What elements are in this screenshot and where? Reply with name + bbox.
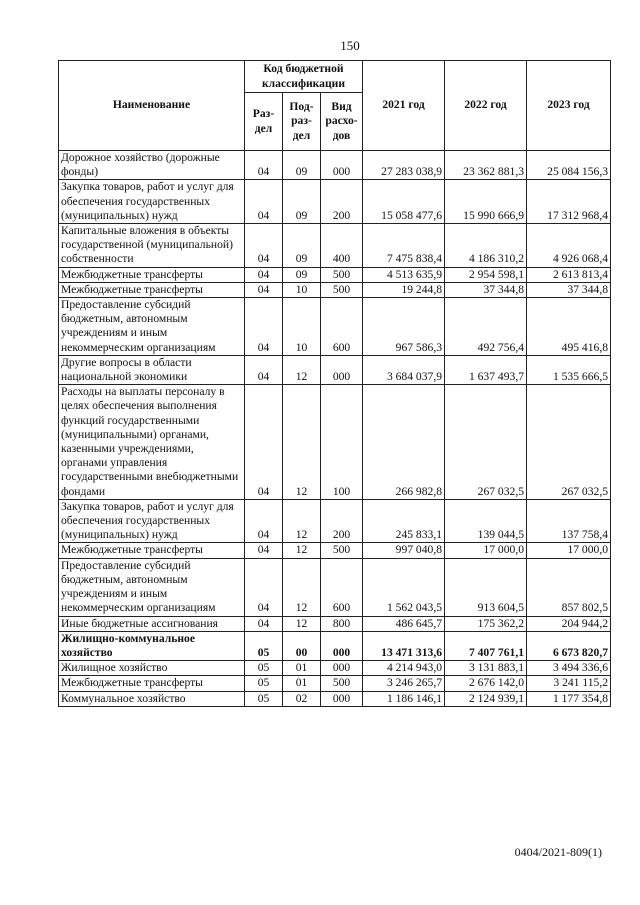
row-vid: 000	[321, 661, 363, 676]
table-row	[59, 224, 611, 268]
row-amount-2021: 486 645,7	[363, 616, 445, 631]
row-name: Межбюджетные трансферты	[59, 282, 245, 297]
row-name: Жилищное хозяйство	[59, 661, 245, 676]
page-number: 150	[340, 38, 360, 53]
table-row	[59, 691, 611, 706]
row-razdel: 04	[245, 543, 283, 558]
row-vid: 200	[321, 180, 363, 224]
row-amount-2022: 7 407 761,1	[445, 631, 527, 660]
row-podrazdel: 09	[283, 267, 321, 282]
header-podrazdel: Под- раз- дел	[283, 93, 321, 151]
header-2021: 2021 год	[363, 61, 445, 151]
row-razdel: 05	[245, 691, 283, 706]
row-amount-2022: 1 637 493,7	[445, 355, 527, 384]
document-code: 0404/2021-809(1)	[514, 845, 602, 859]
row-podrazdel: 09	[283, 151, 321, 180]
row-amount-2022: 2 124 939,1	[445, 691, 527, 706]
row-name: Предоставление субсидий бюджетным, автономным учреждениям и иным некоммерческим организациям	[59, 558, 245, 616]
row-amount-2021: 1 562 043,5	[363, 558, 445, 616]
row-podrazdel: 02	[283, 691, 321, 706]
row-amount-2021: 266 982,8	[363, 385, 445, 500]
row-podrazdel: 00	[283, 631, 321, 660]
row-razdel: 05	[245, 676, 283, 691]
row-vid: 000	[321, 691, 363, 706]
row-vid: 500	[321, 267, 363, 282]
row-name: Иные бюджетные ассигнования	[59, 616, 245, 631]
row-amount-2022: 913 604,5	[445, 558, 527, 616]
row-amount-2022: 23 362 881,3	[445, 151, 527, 180]
row-podrazdel: 01	[283, 676, 321, 691]
header-name: Наименование	[59, 61, 245, 151]
row-amount-2021: 27 283 038,9	[363, 151, 445, 180]
table-row	[59, 355, 611, 384]
row-vid: 800	[321, 616, 363, 631]
row-amount-2023: 137 758,4	[527, 499, 611, 543]
table-row	[59, 282, 611, 297]
table-row	[59, 661, 611, 676]
row-vid: 200	[321, 499, 363, 543]
row-razdel: 04	[245, 298, 283, 356]
table-row	[59, 543, 611, 558]
row-amount-2022: 3 131 883,1	[445, 661, 527, 676]
row-amount-2023: 3 494 336,6	[527, 661, 611, 676]
row-amount-2021: 1 186 146,1	[363, 691, 445, 706]
row-podrazdel: 10	[283, 298, 321, 356]
row-amount-2022: 492 756,4	[445, 298, 527, 356]
row-podrazdel: 09	[283, 180, 321, 224]
row-vid: 000	[321, 151, 363, 180]
table-row	[59, 151, 611, 180]
row-vid: 000	[321, 631, 363, 660]
row-amount-2023: 267 032,5	[527, 385, 611, 500]
table-row	[59, 499, 611, 543]
row-name: Закупка товаров, работ и услуг для обеспечения государственных (муниципальных) нужд	[59, 499, 245, 543]
header-razdel: Раз- дел	[245, 93, 283, 151]
header-2022: 2022 год	[445, 61, 527, 151]
row-vid: 500	[321, 543, 363, 558]
row-razdel: 04	[245, 282, 283, 297]
row-podrazdel: 12	[283, 543, 321, 558]
row-amount-2023: 204 944,2	[527, 616, 611, 631]
row-amount-2021: 13 471 313,6	[363, 631, 445, 660]
row-razdel: 04	[245, 151, 283, 180]
row-razdel: 04	[245, 267, 283, 282]
row-razdel: 05	[245, 631, 283, 660]
row-name: Закупка товаров, работ и услуг для обеспечения государственных (муниципальных) нужд	[59, 180, 245, 224]
row-vid: 600	[321, 298, 363, 356]
row-name: Межбюджетные трансферты	[59, 543, 245, 558]
table-row	[59, 676, 611, 691]
row-podrazdel: 09	[283, 224, 321, 268]
row-razdel: 04	[245, 180, 283, 224]
table-row	[59, 558, 611, 616]
row-amount-2023: 4 926 068,4	[527, 224, 611, 268]
row-amount-2021: 245 833,1	[363, 499, 445, 543]
table-row	[59, 267, 611, 282]
row-razdel: 04	[245, 385, 283, 500]
table-row	[59, 385, 611, 500]
table-row	[59, 631, 611, 660]
row-amount-2021: 15 058 477,6	[363, 180, 445, 224]
header-2023: 2023 год	[527, 61, 611, 151]
row-amount-2022: 267 032,5	[445, 385, 527, 500]
row-amount-2023: 857 802,5	[527, 558, 611, 616]
row-amount-2022: 37 344,8	[445, 282, 527, 297]
table-row	[59, 616, 611, 631]
row-amount-2021: 3 246 265,7	[363, 676, 445, 691]
row-name: Дорожное хозяйство (дорожные фонды)	[59, 151, 245, 180]
row-podrazdel: 01	[283, 661, 321, 676]
row-podrazdel: 12	[283, 616, 321, 631]
header-code-group: Код бюджетной классификации	[245, 61, 363, 93]
row-amount-2023: 3 241 115,2	[527, 676, 611, 691]
table-body	[59, 151, 611, 707]
row-vid: 400	[321, 224, 363, 268]
row-amount-2023: 25 084 156,3	[527, 151, 611, 180]
row-amount-2021: 3 684 037,9	[363, 355, 445, 384]
table-row	[59, 298, 611, 356]
row-amount-2023: 6 673 820,7	[527, 631, 611, 660]
row-amount-2022: 17 000,0	[445, 543, 527, 558]
row-razdel: 05	[245, 661, 283, 676]
row-vid: 500	[321, 676, 363, 691]
row-amount-2022: 15 990 666,9	[445, 180, 527, 224]
row-vid: 000	[321, 355, 363, 384]
header-vid: Вид расхо- дов	[321, 93, 363, 151]
budget-table	[58, 60, 611, 707]
row-name: Расходы на выплаты персоналу в целях обеспечения выполнения функций государственными (муниципальными) органами, казенными учреждениями, органами управления государственными внебюджетными фондами	[59, 385, 245, 500]
row-name: Предоставление субсидий бюджетным, автономным учреждениям и иным некоммерческим организациям	[59, 298, 245, 356]
row-amount-2021: 4 214 943,0	[363, 661, 445, 676]
row-podrazdel: 12	[283, 558, 321, 616]
row-razdel: 04	[245, 499, 283, 543]
row-amount-2022: 139 044,5	[445, 499, 527, 543]
row-amount-2023: 1 535 666,5	[527, 355, 611, 384]
row-podrazdel: 12	[283, 355, 321, 384]
row-amount-2023: 2 613 813,4	[527, 267, 611, 282]
row-amount-2022: 175 362,2	[445, 616, 527, 631]
row-amount-2021: 19 244,8	[363, 282, 445, 297]
row-podrazdel: 10	[283, 282, 321, 297]
row-podrazdel: 12	[283, 499, 321, 543]
row-razdel: 04	[245, 558, 283, 616]
row-amount-2022: 2 676 142,0	[445, 676, 527, 691]
row-name: Межбюджетные трансферты	[59, 267, 245, 282]
row-vid: 600	[321, 558, 363, 616]
row-razdel: 04	[245, 224, 283, 268]
row-amount-2023: 495 416,8	[527, 298, 611, 356]
row-podrazdel: 12	[283, 385, 321, 500]
row-vid: 500	[321, 282, 363, 297]
row-name: Другие вопросы в области национальной экономики	[59, 355, 245, 384]
row-amount-2021: 7 475 838,4	[363, 224, 445, 268]
row-name: Капитальные вложения в объекты государственной (муниципальной) собственности	[59, 224, 245, 268]
row-amount-2021: 997 040,8	[363, 543, 445, 558]
row-amount-2023: 37 344,8	[527, 282, 611, 297]
row-amount-2023: 17 000,0	[527, 543, 611, 558]
row-name: Межбюджетные трансферты	[59, 676, 245, 691]
row-amount-2023: 17 312 968,4	[527, 180, 611, 224]
row-name: Жилищно-коммунальное хозяйство	[59, 631, 245, 660]
row-amount-2023: 1 177 354,8	[527, 691, 611, 706]
row-name: Коммунальное хозяйство	[59, 691, 245, 706]
row-amount-2022: 2 954 598,1	[445, 267, 527, 282]
row-amount-2022: 4 186 310,2	[445, 224, 527, 268]
row-razdel: 04	[245, 355, 283, 384]
row-vid: 100	[321, 385, 363, 500]
row-amount-2021: 4 513 635,9	[363, 267, 445, 282]
table-row	[59, 180, 611, 224]
row-amount-2021: 967 586,3	[363, 298, 445, 356]
row-razdel: 04	[245, 616, 283, 631]
